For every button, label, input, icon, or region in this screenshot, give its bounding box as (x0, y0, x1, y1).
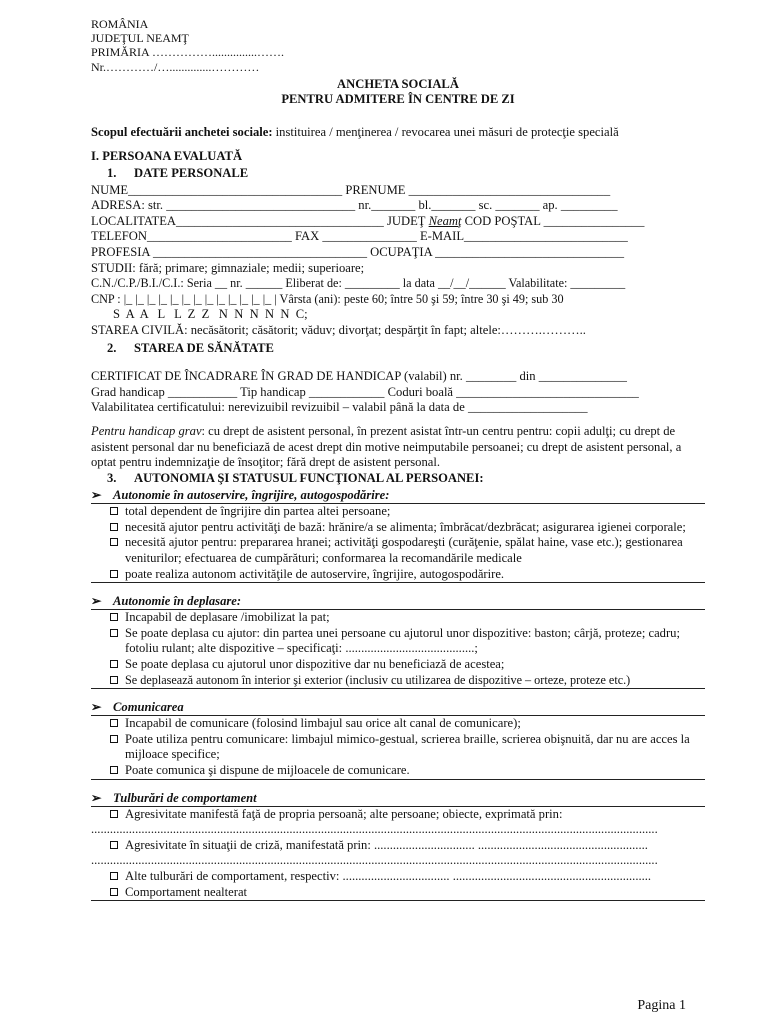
header-country: ROMÂNIA (91, 17, 149, 31)
checkbox-icon[interactable] (110, 888, 118, 896)
checkbox-item[interactable] (91, 869, 705, 885)
checkbox-label: Alte tulburări de comportament, respectiv: .................................. ............................................................... (125, 868, 652, 883)
header-town-hall: PRIMĂRIA ……………...............……. (91, 45, 285, 60)
checkbox-icon[interactable] (110, 538, 118, 546)
subsection-health (107, 341, 705, 357)
county-value: Neamţ (428, 213, 462, 228)
subsection-personal-data (107, 166, 705, 182)
group-heading (91, 791, 705, 807)
checkbox-item[interactable] (91, 885, 705, 902)
checkbox-label: Se deplasează autonom în interior şi exterior (inclusiv cu utilizarea de dispozitive – orteze, proteze etc.) (125, 672, 631, 687)
severe-handicap-text: : cu drept de asistent personal, în prezent asistat într-un centru pentru: copii adulţi; cu drept de asistent personal dar nu beneficiază de acest drept din motive neimputabile persoanei; cu drept de asistent personal, a optat pentru indemnizaţie de însoţitor; fără drept de asistent personal. (91, 423, 682, 470)
arrow-bullet-icon: ➢ (91, 488, 102, 503)
subsection-number: 3. (107, 470, 117, 485)
checkbox-item[interactable] (91, 732, 705, 763)
title-line-1: ANCHETA SOCIALĂ (337, 76, 459, 91)
field-id-document[interactable]: C.N./C.P./B.I./C.I.: Seria __ nr. ______ Eliberat de: _________ la data __/__/______ Valabilitate: _________ (91, 276, 626, 291)
checkbox-icon[interactable] (110, 766, 118, 774)
cnp-legend: S A A L L Z Z N N N N N C; (91, 307, 308, 322)
group-heading (91, 700, 705, 716)
autonomy-group-communication (91, 700, 705, 779)
checkbox-icon[interactable] (110, 629, 118, 637)
scope-label: Scopul efectuării anchetei sociale: (91, 124, 273, 139)
checkbox-label: Incapabil de comunicare (folosind limbajul sau orice alt canal de comunicare); (125, 716, 521, 731)
checkbox-icon[interactable] (110, 570, 118, 578)
checkbox-label: Se poate deplasa cu ajutorul unor dispozitive dar nu beneficiază de acestea; (125, 657, 505, 672)
checkbox-item[interactable] (91, 504, 705, 520)
checkbox-item[interactable] (91, 807, 705, 823)
checkbox-icon[interactable] (110, 841, 118, 849)
subsection-title: STAREA DE SĂNĂTATE (134, 340, 274, 355)
arrow-bullet-icon: ➢ (91, 790, 102, 805)
checkbox-label: Se poate deplasa cu ajutor: din partea unei persoane cu ajutorul unor dispozitive: baston; cârjă, proteze; cadru; fotoliu rulant; alte dispozitive – specificaţi: .........................................; (125, 625, 680, 656)
group-heading (91, 488, 705, 504)
group-title: Autonomie în autoservire, îngrijire, autogospodărire: (113, 488, 390, 503)
autonomy-group-mobility (91, 594, 705, 689)
checkbox-icon[interactable] (110, 523, 118, 531)
checkbox-item[interactable] (91, 520, 705, 536)
scope-text: instituirea / menţinerea / revocarea unei măsuri de protecţie specială (272, 124, 619, 139)
arrow-bullet-icon: ➢ (91, 700, 102, 715)
autonomy-group-behavior (91, 791, 705, 902)
field-locality[interactable] (91, 214, 705, 230)
checkbox-label: Agresivitate în situaţii de criză, manifestată prin: ................................ ...................................................... (125, 837, 648, 852)
field-certificate[interactable]: CERTIFICAT DE ÎNCADRARE ÎN GRAD DE HANDICAP (valabil) nr. ________ din ______________ (91, 369, 627, 384)
section-title: I. PERSOANA EVALUATĂ (91, 149, 243, 164)
checkbox-icon[interactable] (110, 719, 118, 727)
postal-code-label: COD POŞTAL ________________ (461, 213, 645, 228)
checkbox-label: Incapabil de deplasare /imobilizat la pat; (125, 610, 330, 625)
field-studies[interactable]: STUDII: fără; primare; gimnaziale; medii; superioare; (91, 260, 365, 275)
checkbox-icon[interactable] (110, 676, 118, 684)
header-number: Nr.…………/…..............………… (91, 59, 260, 74)
checkbox-label: total dependent de îngrijire din partea altei persoane; (125, 504, 391, 519)
document-title (91, 77, 705, 107)
subsection-autonomy (107, 471, 705, 487)
personal-data-fields (91, 183, 705, 339)
subsection-number: 2. (107, 340, 117, 355)
checkbox-item[interactable] (91, 567, 705, 584)
checkbox-item[interactable] (91, 673, 705, 690)
autonomy-group-selfcare (91, 488, 705, 583)
subsection-number: 1. (107, 166, 117, 180)
group-title: Tulburări de comportament (113, 790, 257, 805)
field-civil-status[interactable]: STAREA CIVILĂ: necăsătorit; căsătorit; văduv; divorţat; despărţit în fapt; altele:……….……….. (91, 322, 586, 337)
checkbox-icon[interactable] (110, 872, 118, 880)
checkbox-item[interactable] (91, 657, 705, 673)
checkbox-label: Comportament nealterat (125, 884, 248, 899)
checkbox-icon[interactable] (110, 735, 118, 743)
field-name[interactable]: NUME__________________________________ PRENUME ________________________________ (91, 182, 611, 197)
document-header (91, 17, 705, 74)
checkbox-label: poate realiza autonom activităţile de autoservire, îngrijire, autogospodărire. (125, 566, 505, 581)
checkbox-item[interactable] (91, 716, 705, 732)
severe-handicap-paragraph (91, 424, 705, 471)
header-county: JUDEŢUL NEAMŢ (91, 31, 189, 46)
subsection-title: AUTONOMIA ŞI STATUSUL FUNCŢIONAL AL PERSOANEI: (134, 470, 484, 485)
subsection-title: DATE PERSONALE (134, 166, 249, 180)
scope-line (91, 125, 705, 141)
checkbox-label: necesită ajutor pentru activităţi de bază: hrănire/a se alimenta; îmbrăcat/dezbrăcat; asigurarea igienei corporale; (125, 519, 686, 534)
group-heading (91, 594, 705, 610)
checkbox-icon[interactable] (110, 507, 118, 515)
severe-handicap-label: Pentru handicap grav (91, 423, 202, 438)
checkbox-item[interactable] (91, 626, 705, 657)
title-line-2: PENTRU ADMITERE ÎN CENTRE DE ZI (281, 91, 515, 106)
checkbox-item[interactable] (91, 763, 705, 780)
group-title: Comunicarea (113, 700, 184, 715)
locality-label: LOCALITATEA_________________________________ JUDEŢ (91, 213, 426, 228)
health-fields (91, 369, 705, 416)
checkbox-label: Agresivitate manifestă faţă de propria persoană; alte persoane; obiecte, exprimată prin: (125, 806, 563, 821)
arrow-bullet-icon: ➢ (91, 594, 102, 609)
group-title: Autonomie în deplasare: (113, 594, 242, 609)
document-page (91, 17, 705, 901)
checkbox-item[interactable] (91, 838, 705, 854)
checkbox-item[interactable] (91, 610, 705, 626)
field-handicap-grade[interactable]: Grad handicap ___________ Tip handicap ____________ Coduri boală _____________________________ (91, 384, 639, 399)
checkbox-label: Poate comunica şi dispune de mijloacele de comunicare. (125, 763, 410, 777)
field-certificate-validity[interactable]: Valabilitatea certificatului: nerevizuibil revizuibil – valabil până la data de ___________________ (91, 400, 588, 415)
checkbox-icon[interactable] (110, 810, 118, 818)
checkbox-item[interactable] (91, 535, 705, 566)
page-footer: Pagina 1 (637, 998, 686, 1013)
field-phone[interactable]: TELEFON_______________________ FAX _______________ E-MAIL__________________________ (91, 229, 628, 244)
field-profession[interactable]: PROFESIA __________________________________ OCUPAŢIA ______________________________ (91, 244, 625, 259)
checkbox-icon[interactable] (110, 613, 118, 621)
field-cnp[interactable]: CNP : |_ |_ |_ |_ |_ |_ |_ |_ |_ |_ |_ |_ |_ | Vârsta (ani): peste 60; între 50 şi 59; între 30 şi 49; sub 30 (91, 291, 564, 306)
checkbox-label: Poate utiliza pentru comunicare: limbajul mimico-gestual, scrierea braille, scrierea obişnuită, dar nu are acces la mijloace specifice; (125, 731, 690, 762)
checkbox-label: necesită ajutor pentru: prepararea hranei; activităţi gospodareşti (curăţenie, spălat haine, vase etc.); gestionarea veniturilor; efectuarea de cumpărături; conformarea la recomandările medicale (125, 535, 683, 566)
dotted-fill-line[interactable]: .................................................................................................................................................................................... (91, 822, 658, 837)
dotted-fill-line[interactable]: .................................................................................................................................................................................... (91, 853, 658, 868)
checkbox-icon[interactable] (110, 660, 118, 668)
field-address[interactable]: ADRESA: str. ______________________________ nr._______ bl._______ sc. _______ ap. _________ (91, 198, 618, 213)
